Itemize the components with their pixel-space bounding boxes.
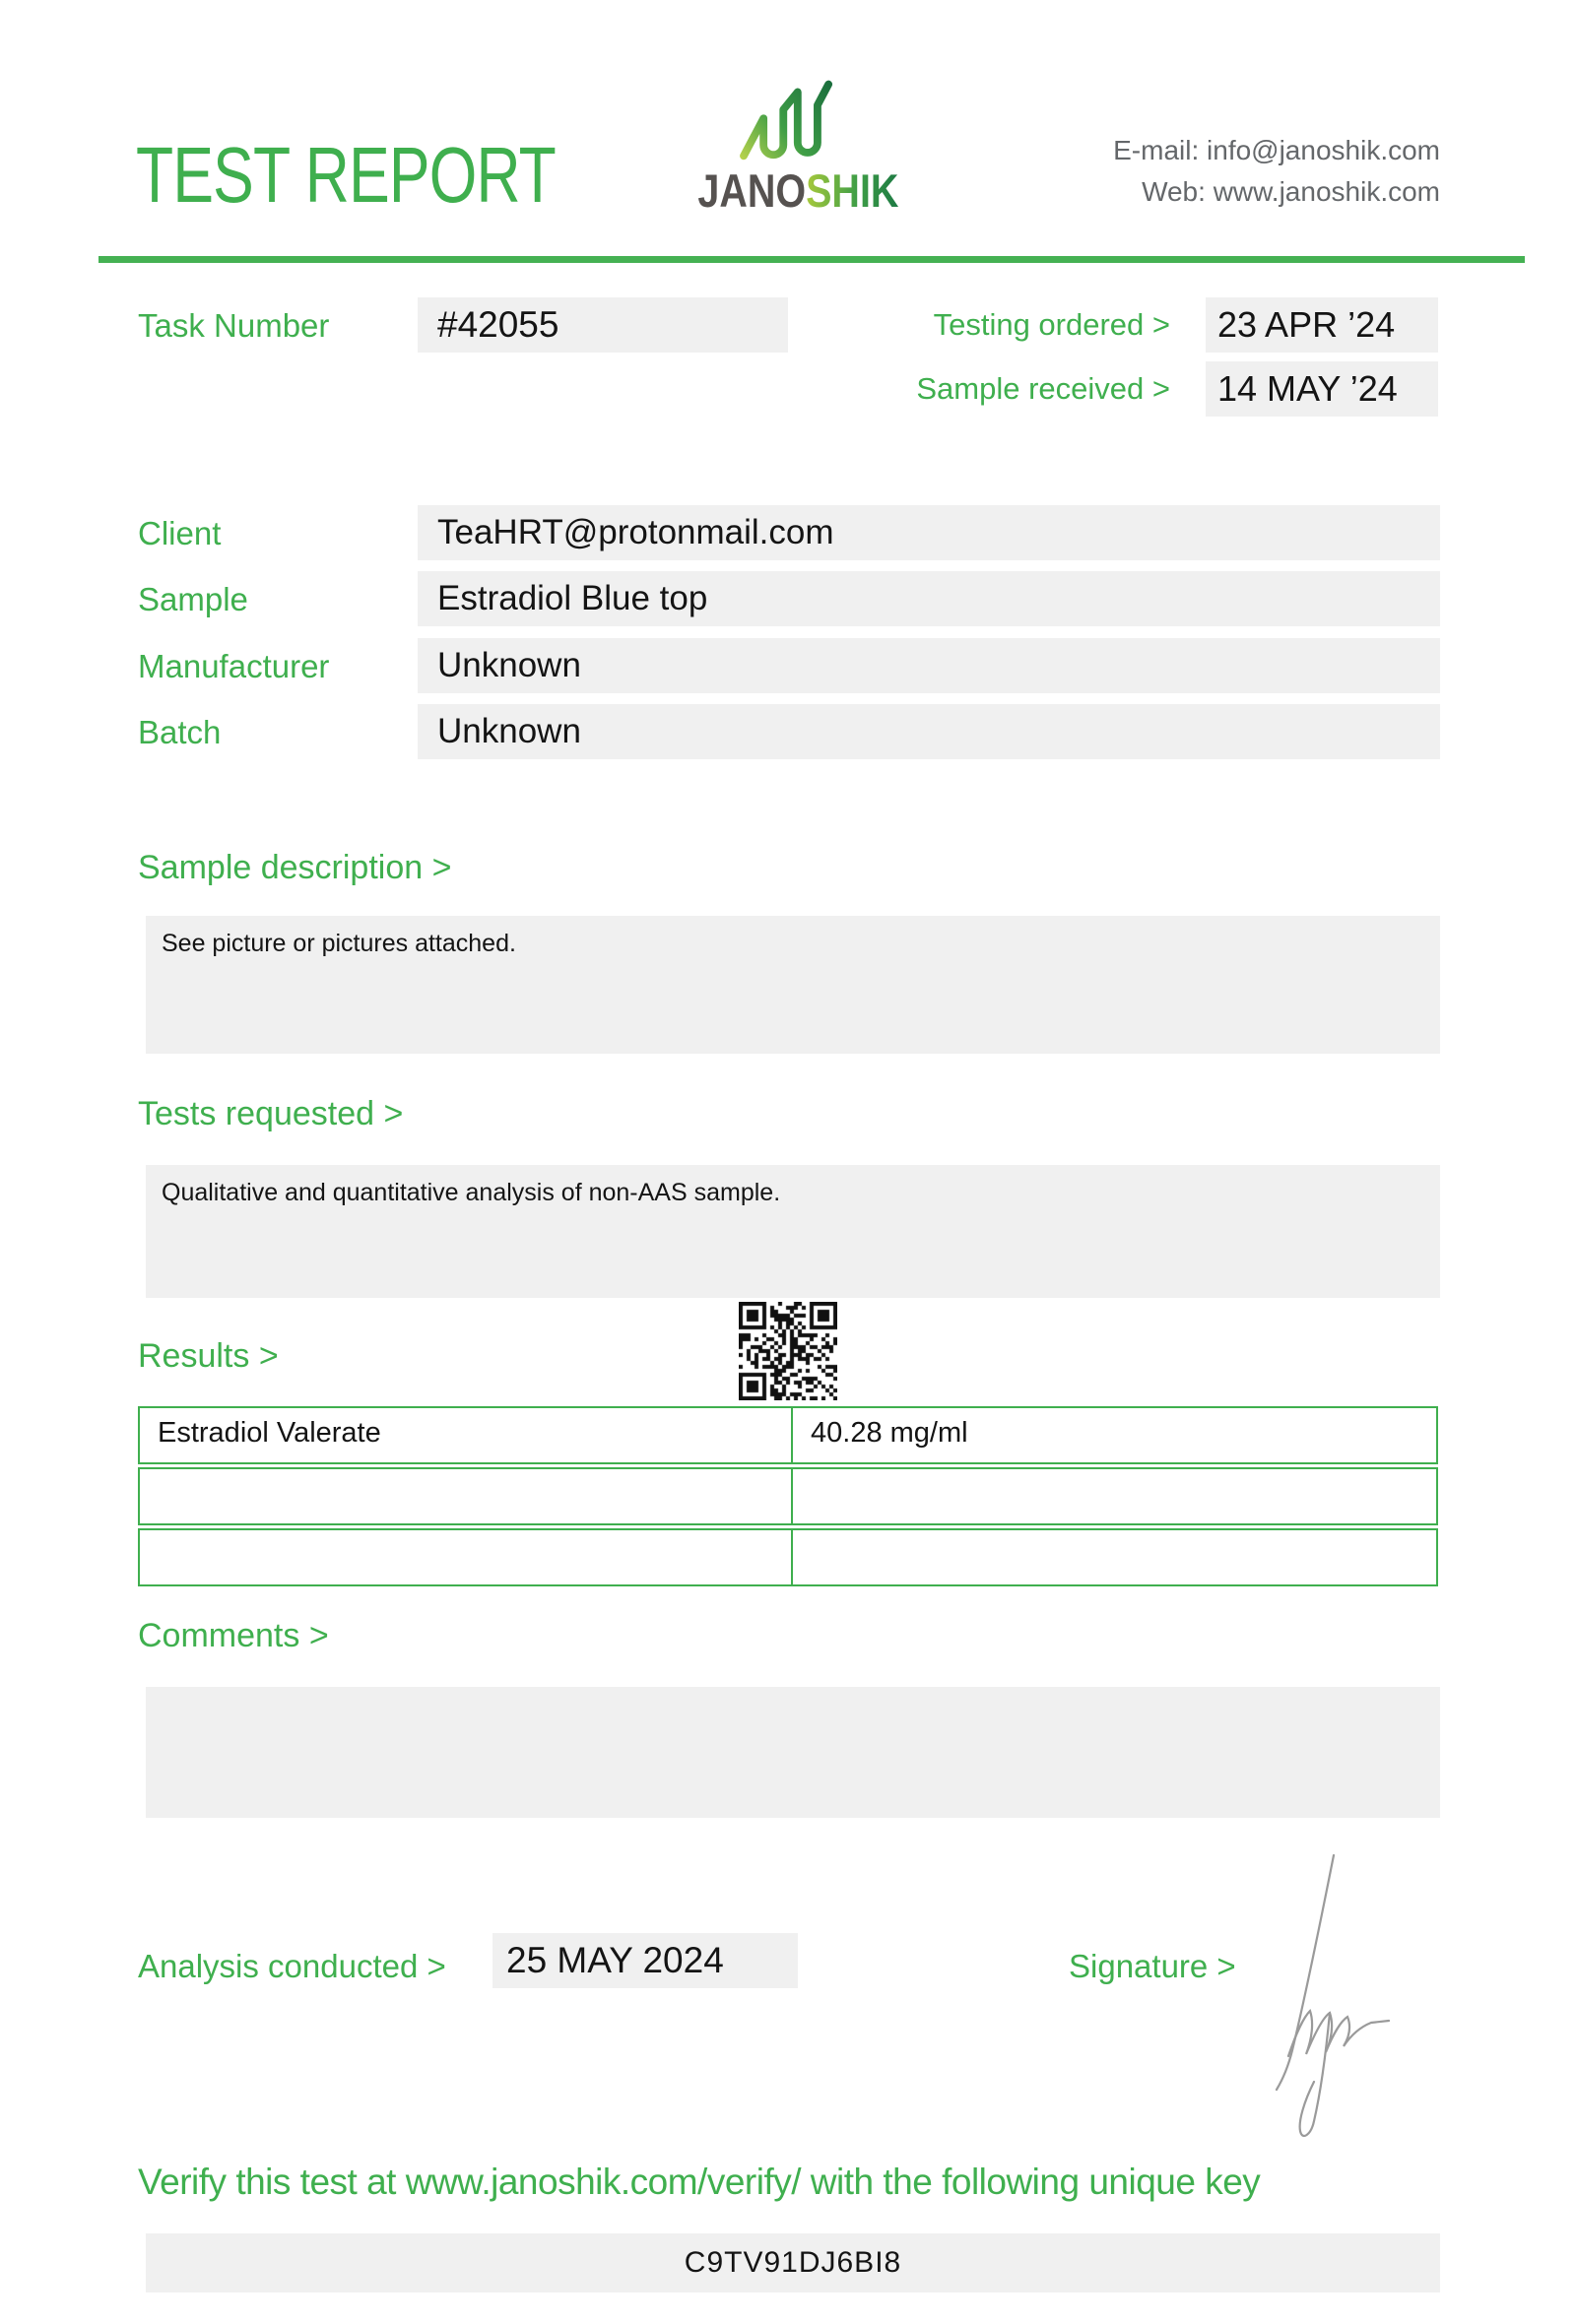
- sample-label: Sample: [138, 581, 248, 617]
- sample-value: Estradiol Blue top: [437, 579, 708, 617]
- analysis-date: 25 MAY 2024: [506, 1940, 724, 1980]
- task-number-field: [418, 297, 788, 353]
- results-table: [138, 1406, 1438, 1589]
- table-cell-result: [793, 1469, 811, 1523]
- sample-description-heading: Sample description >: [138, 849, 452, 886]
- table-cell-analyte: Estradiol Valerate: [140, 1408, 793, 1462]
- sample-description-text: See picture or pictures attached.: [162, 930, 516, 957]
- verify-instruction: Verify this test at www.janoshik.com/verify/ with the following unique key: [138, 2162, 1261, 2202]
- signature-image: [1269, 1847, 1412, 2158]
- results-heading: Results >: [138, 1337, 279, 1375]
- task-number-value: #42055: [437, 304, 559, 345]
- manufacturer-label: Manufacturer: [138, 648, 330, 684]
- tests-requested-heading: Tests requested >: [138, 1095, 404, 1132]
- analysis-conducted-label: Analysis conducted >: [138, 1948, 446, 1984]
- page-title: TEST REPORT: [136, 131, 557, 219]
- client-field: [418, 505, 1440, 560]
- client-label: Client: [138, 515, 222, 551]
- table-row: [138, 1406, 1438, 1464]
- manufacturer-field: [418, 638, 1440, 693]
- sample-received-field: [1206, 361, 1438, 417]
- task-number-label: Task Number: [138, 307, 330, 344]
- batch-value: Unknown: [437, 712, 581, 750]
- logo-text-jano: JANO: [697, 164, 807, 217]
- analysis-date-field: [492, 1933, 798, 1988]
- table-cell-analyte: [140, 1469, 793, 1523]
- batch-field: [418, 704, 1440, 759]
- janoshik-logo: [697, 164, 899, 217]
- contact-web: Web: www.janoshik.com: [1142, 176, 1440, 207]
- testing-ordered-date: 23 APR ’24: [1217, 304, 1396, 345]
- unique-key-field: [146, 2233, 1440, 2292]
- manufacturer-value: Unknown: [437, 646, 581, 684]
- client-value: TeaHRT@protonmail.com: [437, 513, 834, 551]
- sample-received-label: Sample received >: [916, 371, 1170, 406]
- tests-requested-box: [146, 1165, 1440, 1298]
- tests-requested-text: Qualitative and quantitative analysis of non-AAS sample.: [162, 1179, 781, 1206]
- table-row: [138, 1528, 1438, 1586]
- batch-label: Batch: [138, 714, 222, 750]
- sample-received-date: 14 MAY ’24: [1217, 368, 1398, 409]
- comments-box: [146, 1687, 1440, 1818]
- testing-ordered-label: Testing ordered >: [933, 307, 1170, 342]
- sample-description-box: [146, 916, 1440, 1054]
- table-cell-result: 40.28 mg/ml: [811, 1417, 968, 1449]
- header-divider: [98, 256, 1525, 263]
- janoshik-chart-icon: [734, 79, 837, 162]
- signature-label: Signature >: [1069, 1948, 1236, 1984]
- sample-field: [418, 571, 1440, 626]
- unique-key-value: C9TV91DJ6BI8: [684, 2246, 902, 2279]
- comments-text: [146, 1687, 1440, 1712]
- table-cell-result: [793, 1530, 811, 1584]
- comments-heading: Comments >: [138, 1617, 329, 1654]
- testing-ordered-field: [1206, 297, 1438, 353]
- qr-code: [739, 1302, 837, 1400]
- logo-text-shik: SHIK: [806, 164, 899, 217]
- contact-email: E-mail: info@janoshik.com: [1113, 135, 1440, 165]
- table-row: [138, 1467, 1438, 1525]
- table-cell-analyte: [140, 1530, 793, 1584]
- contact-info: [1113, 130, 1440, 213]
